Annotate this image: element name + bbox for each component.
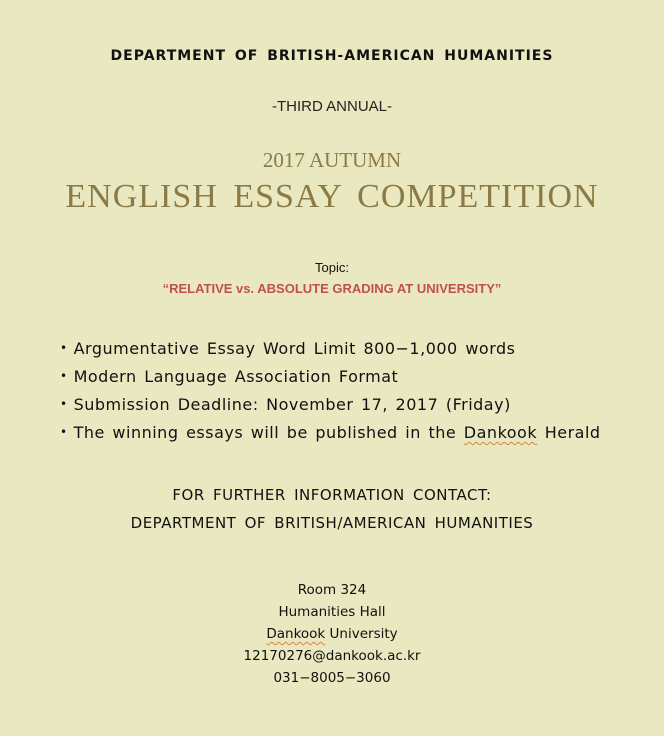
list-item-text: Herald (537, 423, 601, 442)
topic-label: Topic: (315, 260, 349, 275)
contact-heading: FOR FURTHER INFORMATION CONTACT: (172, 486, 492, 504)
list-item-text: Argumentative Essay Word Limit 800−1,000 words (73, 339, 516, 358)
season-label: 2017 AUTUMN (262, 148, 402, 172)
spellcheck-word: Dankook (463, 423, 538, 442)
list-item-text: Modern Language Association Format (73, 367, 399, 386)
spellcheck-word: Dankook (266, 626, 326, 642)
contact-department: DEPARTMENT OF BRITISH/AMERICAN HUMANITIES (130, 514, 534, 532)
details-list (60, 336, 601, 448)
address-hall: Humanities Hall (278, 604, 386, 620)
department-heading: DEPARTMENT OF BRITISH-AMERICAN HUMANITIES (110, 48, 554, 64)
university-tail: University (325, 626, 398, 642)
list-item (60, 336, 601, 364)
list-item (60, 420, 601, 448)
list-item-text: The winning essays will be published in the (73, 423, 464, 442)
topic-text: “RELATIVE vs. ABSOLUTE GRADING AT UNIVERSITY” (162, 281, 502, 296)
list-item-text: Submission Deadline: November 17, 2017 (Friday) (73, 395, 511, 414)
list-item (60, 364, 601, 392)
contact-phone: 031−8005−3060 (273, 670, 391, 686)
contact-email: 12170276@dankook.ac.kr (243, 648, 421, 664)
address-university (0, 626, 664, 642)
annual-label: -THIRD ANNUAL- (271, 98, 392, 115)
address-room: Room 324 (297, 582, 367, 598)
list-item (60, 392, 601, 420)
competition-title: ENGLISH ESSAY COMPETITION (65, 178, 599, 215)
